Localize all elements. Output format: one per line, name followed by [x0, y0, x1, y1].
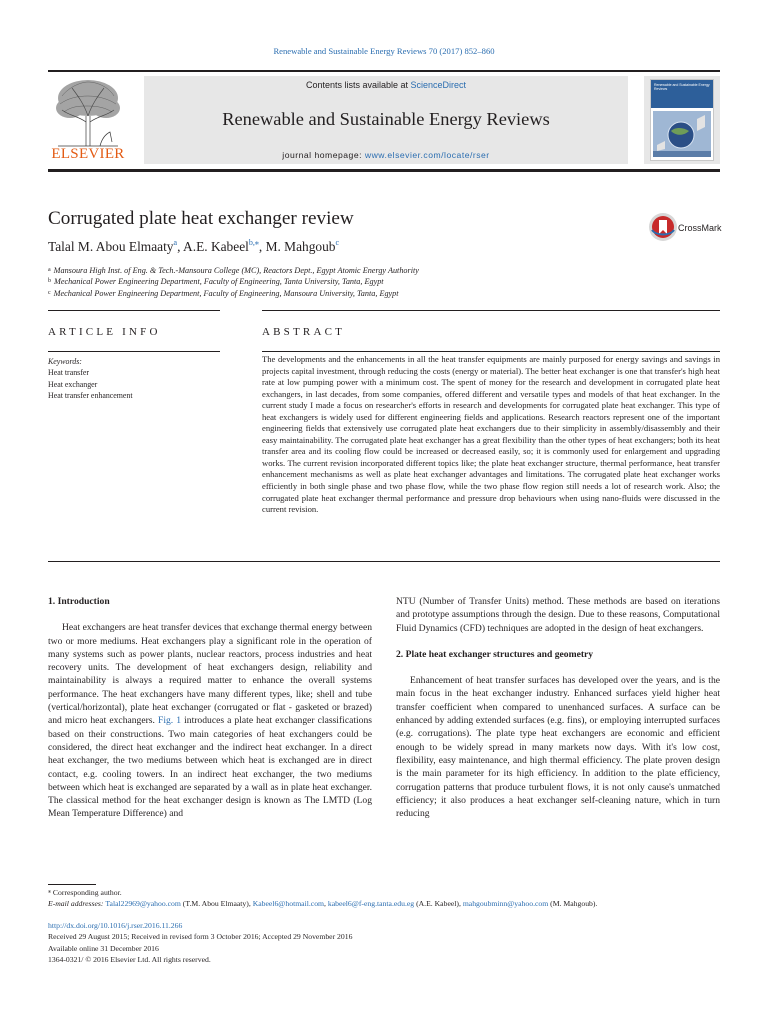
article-info-heading: ARTICLE INFO: [48, 326, 161, 338]
abstract-end-rule: [48, 561, 720, 562]
affiliation-line: [48, 288, 708, 299]
email-owner: ,: [324, 899, 328, 909]
corresponding-author-note: [48, 887, 728, 898]
author-affil-mark[interactable]: c: [335, 238, 340, 247]
journal-citation[interactable]: Renewable and Sustainable Energy Reviews 70 (2017) 852–860: [273, 46, 495, 56]
email-owner: (T.M. Abou Elmaaty),: [180, 899, 253, 909]
author-separator: ,: [258, 239, 266, 254]
cover-image-icon: [653, 111, 711, 157]
footnote-rule: [48, 884, 96, 885]
email-addresses: [48, 898, 728, 909]
abstract-top-rule: [262, 310, 720, 311]
abstract-rule: [262, 351, 720, 352]
author-affil-mark[interactable]: a: [173, 238, 178, 247]
author-affil-mark[interactable]: b,⁎: [248, 238, 259, 247]
spacer: [48, 608, 372, 621]
contents-prefix: Contents lists available at: [305, 80, 411, 90]
doi-link[interactable]: http://dx.doi.org/10.1016/j.rser.2016.11.266: [48, 921, 183, 930]
email-link[interactable]: Kabeel6@hotmail.com: [252, 899, 325, 909]
affiliation-mark: a: [48, 267, 51, 273]
masthead-top-rule: [48, 70, 720, 72]
homepage-link[interactable]: www.elsevier.com/locate/rser: [364, 150, 490, 160]
body-paragraph: [48, 621, 372, 820]
paragraph-text: Heat exchangers are heat transfer devices that exchange thermal energy between two or more mediums. Heat exchangers play a significant role in the operation of many systems such as power plants, nuclear reactors, process industries and heat recovery units. The development of heat exchangers design, reliability and maintainability is always a required matter to enhance the overall systems performance. The heat exchangers have many different types, like; shell and tube (vertical/horizontal), plate heat exchanger (corrugated or flat - gasketed or brazed) and micro heat exchangers.: [48, 622, 372, 727]
article-info-rule: [48, 351, 220, 352]
affiliation-line: [48, 265, 708, 276]
journal-masthead: [144, 76, 628, 164]
article-metadata: [48, 920, 728, 965]
journal-homepage: [144, 150, 628, 160]
sciencedirect-link[interactable]: ScienceDirect: [410, 80, 467, 90]
article-info-top-rule: [48, 310, 220, 311]
keyword-item: Heat exchanger: [48, 379, 98, 389]
figure-reference-link[interactable]: Fig. 1: [157, 715, 182, 727]
footnotes: [48, 887, 728, 910]
author-name: M. Mahgoub: [265, 239, 336, 254]
email-label: E-mail addresses:: [48, 899, 106, 909]
cover-title-band: [651, 80, 713, 108]
affiliation-line: [48, 276, 708, 287]
crossmark-icon: [648, 212, 678, 242]
article-title: Corrugated plate heat exchanger review: [48, 208, 354, 229]
cover-title: Renewable and Sustainable Energy Reviews: [654, 83, 710, 91]
masthead-bottom-rule: [48, 169, 720, 172]
elsevier-wordmark: ELSEVIER: [51, 146, 125, 162]
section-heading: 1. Introduction: [48, 596, 110, 607]
email-link[interactable]: mahgoubminn@yahoo.com: [462, 899, 549, 909]
body-column-right: [396, 595, 720, 820]
affiliation-text: Mechanical Power Engineering Department, Faculty of Engineering, Tanta University, Tanta, Egypt: [54, 277, 384, 287]
body-paragraph: Enhancement of heat transfer surfaces has developed over the years, and is the main focus in the heat exchanger industry. Enhanced surfaces yield higher heat transfer coefficient when compared to unenhanced surfaces. A surface can be enhanced by adding extended surfaces (e.g. fins), or employing interrupted surfaces (e.g. corrugations). The plate type heat exchangers are economic and efficient enough to be widely spread in many markets now days. With it's low cost, flexibility, easy maintenance, and high thermal efficiency. The plate proven design is the main parameter for its high efficiency. In addition to the plate efficiency, corrugation patterns that produce turbulent flows, it is not only cause's unmatched efficiency; it also produces a heat exchanger self-cleaning nature, which in turn reducing: [396, 675, 720, 820]
email-owner: (A.E. Kabeel),: [414, 899, 463, 909]
contents-line: [144, 80, 628, 90]
spacer: [396, 635, 720, 648]
author-separator: ,: [177, 239, 184, 254]
keywords-label: Keywords:: [48, 357, 82, 366]
email-link[interactable]: Talal22969@yahoo.com: [105, 899, 181, 909]
spacer: [396, 661, 720, 674]
keyword-item: Heat transfer: [48, 368, 89, 378]
affiliations: [48, 265, 708, 299]
keywords-block: [48, 356, 220, 401]
author-list: [48, 239, 339, 255]
keyword-item: Heat transfer enhancement: [48, 390, 133, 400]
affiliation-mark: b: [48, 278, 51, 285]
body-column-left: [48, 595, 372, 821]
journal-cover[interactable]: [644, 76, 720, 164]
section-heading: 2. Plate heat exchanger structures and geometry: [396, 648, 594, 660]
footnote-text: Corresponding author.: [51, 888, 122, 897]
email-link[interactable]: kabeel6@f-eng.tanta.edu.eg: [327, 899, 415, 909]
affiliation-text: Mansoura High Inst. of Eng. & Tech.-Mansoura College (MC), Reactors Dept., Egypt Atomic Energy Authority: [53, 266, 419, 275]
abstract-text: The developments and the enhancements in all the heat transfer equipments are mainly purposed for energy savings and savings in projects capital investment, through reducing the costs (energy or material). The better heat exchanger is one that transfer's high heat rate at low pumping power with a minimum cost. The spent of money for the research and development in corrugated plate heat exchangers, in last decades, from some companies, offered different and versatile types and models of that heat exchanger. In the current study I made a focus on researcher's efforts in research and developments for corrugated plate heat exchanger. This type of heat exchangers is widely used for different engineering fields and applications. Research reactors represent one of the important engineering fields that extensively use corrugated plate heat exchangers due to their simplicity in assembly/disassembly and their easy maintainability. The corrugated plate heat exchanger has a great flexibility than the other types of heat exchangers; both its heat transfer area and its cooling flow could be increased or decreased easily, so; it is commonly used for enlargement and upgrading works. The current revision incorporated different topics like; the plate heat exchanger structure, thermal performance, heat transfer enhancement mechanisms as well as plate heat exchanger advantages and limitations. The corrugated plate heat exchanger works efficiently in both single phase and two phase flow, while the two phase flow region still needs a lot of research work. Also; the corrugated plate heat exchanger thermal performance and pressure drop behaviours when using nano-fluids were discussed in the current revision.: [262, 354, 720, 515]
body-paragraph: NTU (Number of Transfer Units) method. These methods are based on iterations and prototype assumptions through the design. Due to these reasons, Computational Fluid Dynamics (CFD) techniques are adopted in the design of heat exchangers.: [396, 596, 720, 634]
footnote-mark: ⁎: [48, 889, 51, 895]
author-name: A.E. Kabeel: [183, 239, 249, 254]
crossmark-badge[interactable]: [648, 212, 720, 246]
affiliation-mark: c: [48, 289, 51, 296]
paragraph-text: introduces a plate heat exchanger classifications based on their constructions. Two main categories of heat exchangers could be considered, the direct heat exchanger and the indirect heat exchanger. In a direct heat exchanger, the two mediums between which heat is exchanged are in direct contact, e.g. cooling towers. In an indirect heat exchanger, the two mediums between which heat is exchanged are separated by a wall as in plate heat exchanger. The classical method for the heat exchanger design is known as The LMTD (Log Mean Temperature Difference) and: [48, 715, 372, 820]
crossmark-label: CrossMark: [678, 223, 722, 233]
journal-title[interactable]: Renewable and Sustainable Energy Reviews: [222, 109, 550, 129]
cover-thumbnail: [650, 79, 714, 161]
affiliation-text: Mechanical Power Engineering Department, Faculty of Engineering, Mansoura University, Tanta, Egypt: [53, 288, 399, 298]
email-owner: (M. Mahgoub).: [548, 899, 598, 909]
received-dates: Received 29 August 2015; Received in revised form 3 October 2016; Accepted 29 November 2016: [48, 932, 353, 942]
abstract-heading: ABSTRACT: [262, 326, 346, 338]
elsevier-logo[interactable]: [48, 76, 128, 164]
available-online: Available online 31 December 2016: [48, 943, 159, 953]
elsevier-tree-icon: [48, 76, 128, 148]
author-name: Talal M. Abou Elmaaty: [48, 239, 174, 254]
copyright: 1364-0321/ © 2016 Elsevier Ltd. All rights reserved.: [48, 954, 211, 964]
homepage-label: journal homepage:: [282, 150, 365, 160]
